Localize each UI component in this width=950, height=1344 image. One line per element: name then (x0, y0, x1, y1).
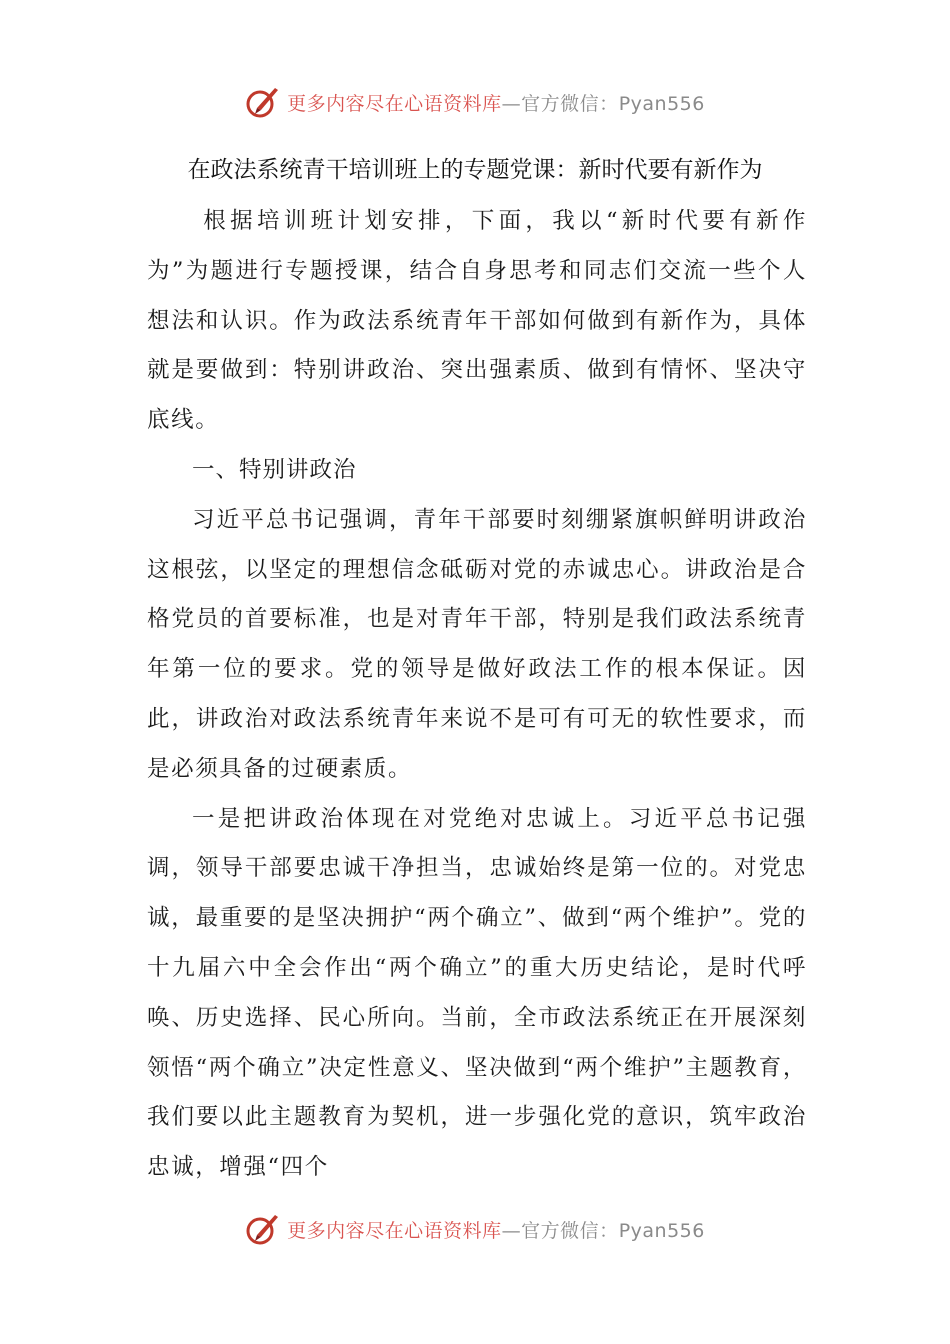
document-title: 在政法系统青干培训班上的专题党课：新时代要有新作为 (187, 157, 763, 183)
body-paragraph: 一是把讲政治体现在对党绝对忠诚上。习近平总书记强调，领导干部要忠诚干净担当，忠诚始终是第一位的。对党忠诚，最重要的是坚决拥护“两个确立”、做到“两个维护”。党的十九届六中全会作出“两个确立”的重大历史结论，是时代呼唤、历史选择、民心所向。当前，全市政法系统正在开展深刻领悟“两个确立”决定性意义、坚决做到“两个维护”主题教育，我们要以此主题教育为契机，进一步强化党的意识，筑牢政治忠诚，增强“四个 (147, 805, 807, 1181)
document-body (147, 197, 807, 1193)
intro-paragraph: 根据培训班计划安排，下面，我以“新时代要有新作为”为题进行专题授课，结合自身思考和同志们交流一些个人想法和认识。作为政法系统青年干部如何做到有新作为，具体就是要做到：特别讲政治、突出强素质、做到有情怀、坚决守底线。 (147, 208, 807, 434)
header-watermark-banner (0, 80, 950, 124)
section-heading: 一、特别讲政治 (192, 456, 357, 483)
quill-pen-circle-icon (245, 1211, 281, 1247)
watermark-text: 更多内容尽在心语资料库—官方微信：Pyan556 (287, 1219, 705, 1242)
quill-pen-circle-icon (245, 84, 281, 120)
watermark-text: 更多内容尽在心语资料库—官方微信：Pyan556 (287, 92, 705, 115)
body-paragraph: 习近平总书记强调，青年干部要时刻绷紧旗帜鲜明讲政治这根弦，以坚定的理想信念砥砺对党的赤诚忠心。讲政治是合格党员的首要标准，也是对青年干部，特别是我们政法系统青年第一位的要求。党的领导是做好政法工作的根本保证。因此，讲政治对政法系统青年来说不是可有可无的软性要求，而是必须具备的过硬素质。 (147, 506, 807, 782)
footer-watermark-banner (0, 1207, 950, 1251)
